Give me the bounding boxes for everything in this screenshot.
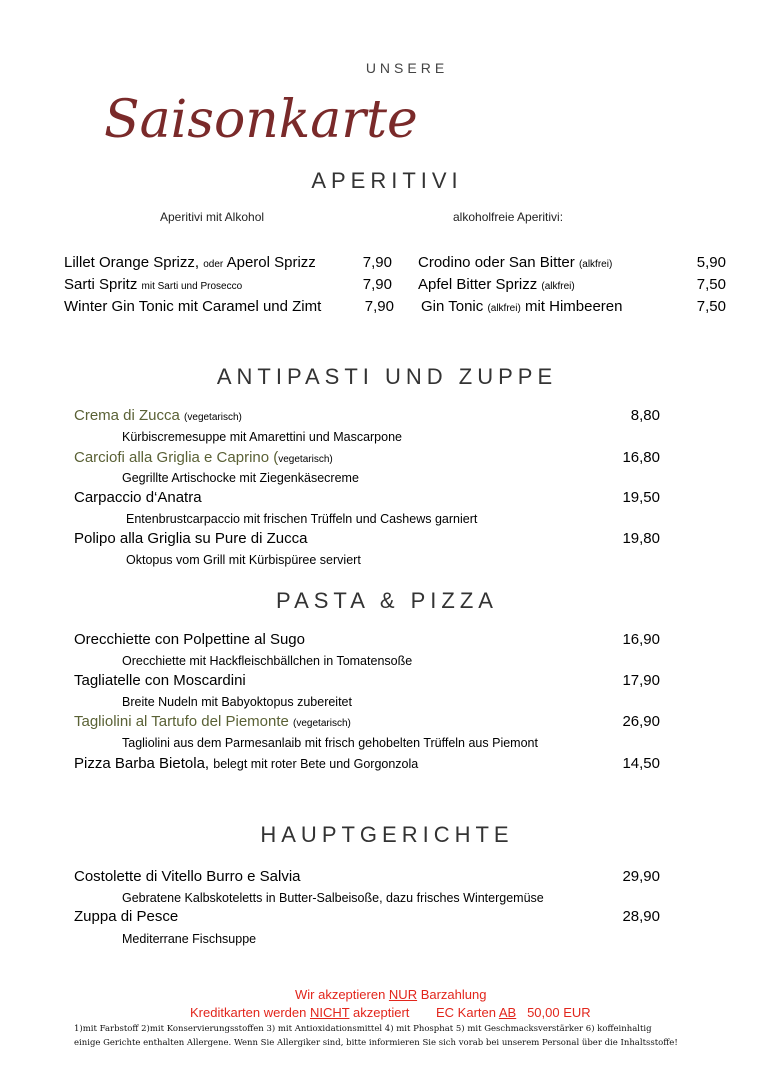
item-note: vegetarisch) bbox=[278, 454, 333, 465]
list-item bbox=[74, 449, 333, 466]
aperitivi-alkoholfrei-subheading: alkoholfreie Aperitivi: bbox=[453, 210, 564, 224]
aperitivi-alkohol-subheading: Aperitivi mit Alkohol bbox=[160, 210, 265, 224]
item-note: mit Sarti und Prosecco bbox=[141, 281, 243, 292]
list-item bbox=[74, 407, 242, 424]
item-name: Orecchiette con Polpettine al Sugo bbox=[74, 631, 305, 648]
item-name: Carciofi alla Griglia e Caprino ( bbox=[74, 449, 279, 466]
item-name: Apfel Bitter Sprizz bbox=[418, 276, 538, 293]
item-name: Zuppa di Pesce bbox=[74, 908, 179, 925]
item-description: Gebratene Kalbskoteletts in Butter-Salbeisoße, dazu frisches Wintergemüse bbox=[122, 891, 544, 905]
item-name: Sarti Spritz bbox=[64, 276, 138, 293]
item-description: Kürbiscremesuppe mit Amarettini und Mascarpone bbox=[122, 430, 402, 444]
list-item bbox=[74, 489, 202, 506]
item-description: Oktopus vom Grill mit Kürbispüree serviert bbox=[126, 553, 361, 567]
list-item bbox=[74, 868, 301, 885]
payment-ec bbox=[436, 1005, 591, 1020]
item-description: Mediterrane Fischsuppe bbox=[122, 932, 257, 946]
item-description: Gegrillte Artischocke mit Ziegenkäsecreme bbox=[122, 471, 359, 485]
item-price: 8,80 bbox=[630, 407, 660, 424]
item-price: 16,90 bbox=[622, 631, 660, 648]
list-item bbox=[418, 276, 575, 293]
item-price: 14,50 bbox=[622, 755, 660, 772]
list-item bbox=[74, 755, 418, 772]
item-name: Winter Gin Tonic mit Caramel und Zimt bbox=[64, 298, 322, 315]
item-note: oder bbox=[203, 259, 224, 270]
item-description: Entenbrustcarpaccio mit frischen Trüffeln und Cashews garniert bbox=[126, 512, 478, 526]
item-description: Orecchiette mit Hackfleischbällchen in Tomatensoße bbox=[122, 654, 413, 668]
item-price: 7,50 bbox=[696, 276, 726, 293]
payment-text: Wir akzeptieren bbox=[295, 987, 389, 1002]
list-item bbox=[74, 713, 351, 730]
payment-text: Barzahlung bbox=[417, 987, 487, 1002]
list-item bbox=[74, 631, 305, 648]
item-name: Crodino oder San Bitter bbox=[418, 254, 575, 271]
footnote-allergens: einige Gerichte enthalten Allergene. Wenn Sie Allergiker sind, bitte informieren Sie sich vorab bei unserem Personal über die Inhaltsstoffe! bbox=[74, 1038, 678, 1048]
item-price: 5,90 bbox=[696, 254, 726, 271]
item-price: 7,90 bbox=[364, 298, 394, 315]
section-heading-aperitivi: APERITIVI bbox=[311, 168, 463, 193]
item-price: 19,50 bbox=[622, 489, 660, 506]
list-item bbox=[64, 298, 321, 315]
payment-text: EC Karten bbox=[436, 1005, 499, 1020]
list-item bbox=[74, 908, 178, 925]
item-name: Carpaccio d‘Anatra bbox=[74, 489, 202, 506]
list-item bbox=[418, 254, 612, 271]
item-name: Polipo alla Griglia su Pure di Zucca bbox=[74, 530, 308, 547]
section-heading-pasta: PASTA & PIZZA bbox=[276, 588, 498, 613]
list-item bbox=[74, 672, 246, 689]
payment-text: Kreditkarten werden bbox=[190, 1005, 310, 1020]
item-note: (alkfrei) bbox=[578, 259, 613, 270]
item-note: (alkfrei) bbox=[487, 303, 521, 314]
item-description: Breite Nudeln mit Babyoktopus zubereitet bbox=[122, 695, 352, 709]
item-name: Tagliolini al Tartufo del Piemonte bbox=[74, 713, 289, 730]
list-item bbox=[421, 298, 622, 315]
item-price: 19,80 bbox=[622, 530, 660, 547]
item-name-2: mit Himbeeren bbox=[524, 298, 623, 315]
item-name: Crema di Zucca bbox=[74, 407, 180, 424]
item-price: 29,90 bbox=[622, 868, 660, 885]
item-note: (alkfrei) bbox=[541, 281, 575, 292]
item-note: belegt mit roter Bete und Gorgonzola bbox=[213, 757, 419, 771]
item-name: Lillet Orange Sprizz, bbox=[64, 254, 200, 271]
list-item bbox=[74, 530, 307, 547]
section-heading-antipasti: ANTIPASTI UND ZUPPE bbox=[216, 364, 558, 389]
footnote-additives: 1)mit Farbstoff 2)mit Konservierungsstoffen 3) mit Antioxidationsmittel 4) mit Phosphat 5) mit Geschmacksverstärker 6) koffeinhaltig bbox=[74, 1024, 652, 1034]
payment-amount: 50,00 EUR bbox=[527, 1005, 591, 1020]
list-item bbox=[64, 254, 316, 271]
payment-emphasis: NICHT bbox=[309, 1005, 350, 1020]
item-name: Pizza Barba Bietola, bbox=[74, 755, 210, 772]
item-price: 16,80 bbox=[622, 449, 660, 466]
payment-cards bbox=[190, 1005, 409, 1020]
item-note: (vegetarisch) bbox=[184, 412, 242, 423]
section-heading-haupt: HAUPTGERICHTE bbox=[260, 822, 514, 847]
item-price: 17,90 bbox=[622, 672, 660, 689]
item-price: 7,90 bbox=[362, 276, 392, 293]
item-price: 26,90 bbox=[622, 713, 660, 730]
header-unsere: UNSERE bbox=[365, 60, 449, 76]
item-price: 7,90 bbox=[362, 254, 392, 271]
payment-cash-only bbox=[295, 987, 486, 1002]
item-name: Costolette di Vitello Burro e Salvia bbox=[74, 868, 301, 885]
item-name: Gin Tonic bbox=[421, 298, 484, 315]
page-title: Saisonkarte bbox=[104, 90, 418, 150]
payment-text: akzeptiert bbox=[349, 1005, 410, 1020]
item-description: Tagliolini aus dem Parmesanlaib mit frisch gehobelten Trüffeln aus Piemont bbox=[122, 736, 538, 750]
item-note: (vegetarisch) bbox=[293, 718, 351, 729]
item-name: Tagliatelle con Moscardini bbox=[74, 672, 246, 689]
item-price: 7,50 bbox=[696, 298, 726, 315]
item-price: 28,90 bbox=[622, 908, 660, 925]
payment-emphasis: AB bbox=[498, 1005, 517, 1020]
payment-emphasis: NUR bbox=[388, 987, 418, 1002]
item-name-2: Aperol Sprizz bbox=[226, 254, 316, 271]
list-item bbox=[64, 276, 242, 293]
